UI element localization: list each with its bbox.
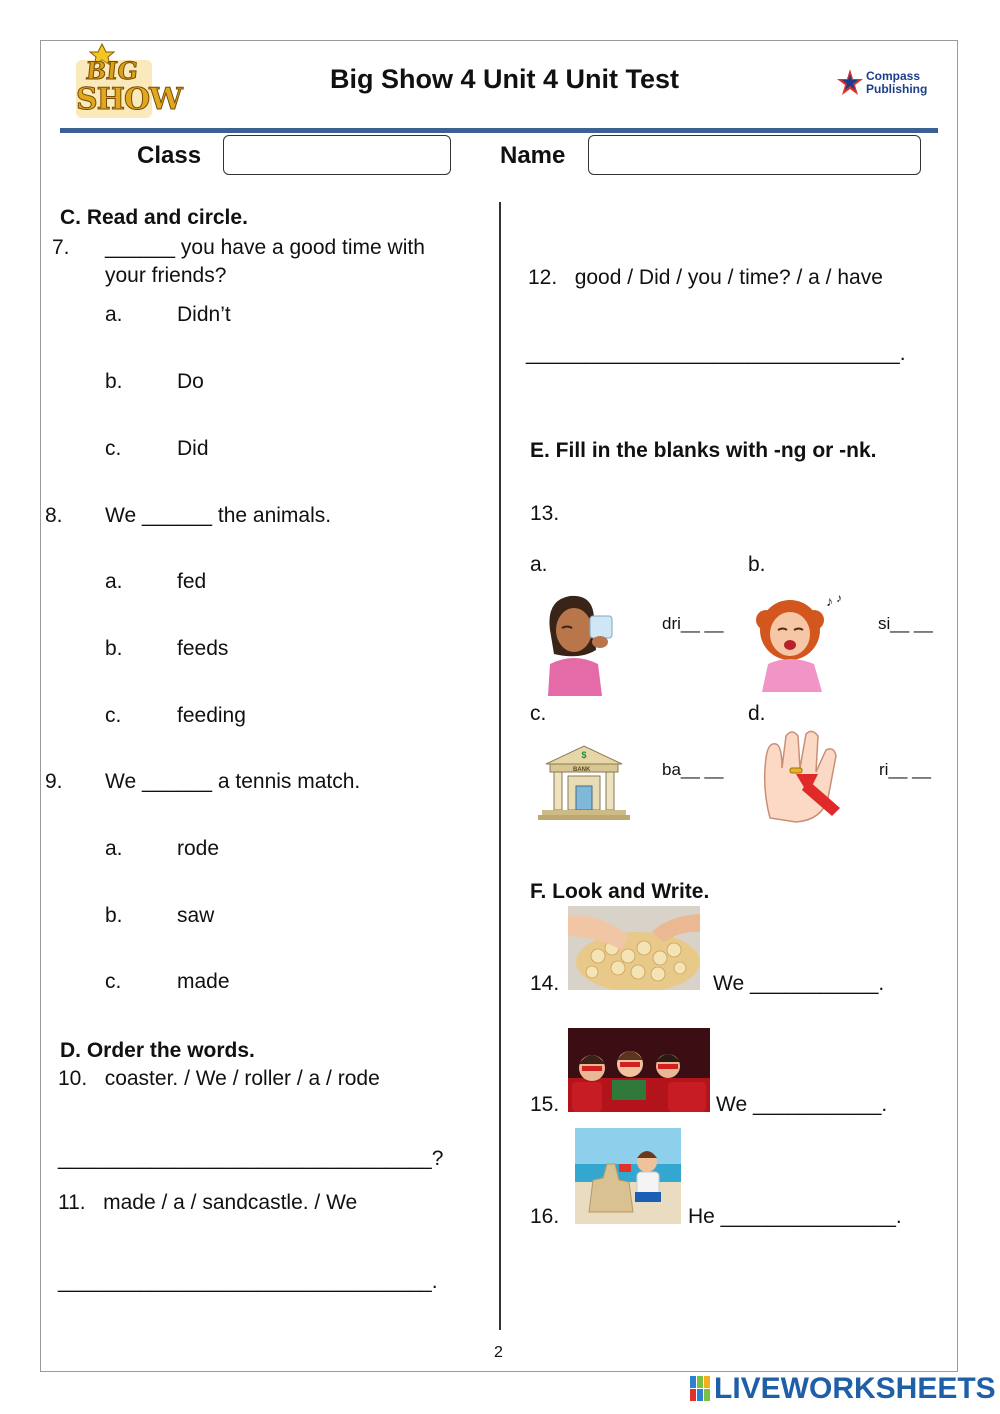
option-letter: a. [105,570,123,593]
liveworksheets-logo [690,1372,996,1408]
question-number: 9. [45,770,63,793]
question-number: 16. [530,1205,560,1228]
section-d-heading: D. Order the words. [60,1039,255,1062]
option-choice[interactable]: fed [177,570,207,593]
option-letter: b. [105,637,123,660]
publisher-line-1: Compass [866,69,921,83]
girl-singing-icon [752,590,850,692]
big-show-logo [72,42,182,122]
option-choice[interactable]: Did [177,437,209,460]
cinema-photo [568,1028,710,1112]
option-choice[interactable]: made [177,970,230,993]
liveworksheets-icon [690,1376,712,1402]
option-choice[interactable]: saw [177,904,215,927]
hand-ring-icon [756,728,844,824]
option-letter: c. [105,970,122,993]
option-letter: a. [105,303,123,326]
name-input[interactable] [588,135,921,175]
svg-text:♪: ♪ [836,591,842,605]
option-choice[interactable]: feeds [177,637,229,660]
bank-sign: BANK [573,767,591,773]
option-choice[interactable]: feeding [177,704,246,727]
write-sentence[interactable]: He _______________. [688,1205,902,1228]
publisher-line-2: Publishing [866,82,928,96]
popcorn-photo [568,906,700,990]
option-letter: c. [105,437,122,460]
answer-line[interactable]: ________________________________. [58,1270,438,1293]
item-letter: d. [748,702,766,725]
word-blank[interactable]: dri__ __ [662,614,724,633]
page-title: Big Show 4 Unit 4 Unit Test [330,64,680,94]
answer-line[interactable]: ________________________________. [526,342,906,365]
compass-star-icon [836,68,864,96]
svg-text:$: $ [581,750,587,760]
svg-text:♪: ♪ [826,593,833,609]
word-blank[interactable]: si__ __ [878,614,933,633]
order-prompt: 12. good / Did / you / time? / a / have [528,266,883,289]
logo-word-big: BIG [84,56,140,85]
option-letter: b. [105,370,123,393]
item-letter: a. [530,553,548,576]
section-f-heading: F. Look and Write. [530,880,710,903]
word-blank[interactable]: ba__ __ [662,760,724,779]
option-letter: b. [105,904,123,927]
question-number: 13. [530,502,560,525]
write-sentence[interactable]: We ___________. [716,1093,888,1116]
header-rule [60,128,938,133]
class-input[interactable] [223,135,451,175]
option-letter: a. [105,837,123,860]
question-number: 15. [530,1093,560,1116]
option-choice[interactable]: rode [177,837,220,860]
option-choice[interactable]: Didn’t [177,303,231,326]
order-prompt: 10. coaster. / We / roller / a / rode [58,1067,380,1090]
question-text: We ______ a tennis match. [105,770,361,793]
write-sentence[interactable]: We ___________. [713,972,885,995]
class-label: Class [137,142,202,169]
question-number: 7. [52,236,70,259]
order-prompt: 11. made / a / sandcastle. / We [58,1191,358,1214]
logo-word-show: SHOW [76,82,182,117]
bank-icon [538,742,630,820]
question-text-cont: your friends? [105,264,227,287]
girl-drinking-icon [540,590,620,696]
section-c-heading: C. Read and circle. [60,206,248,229]
word-blank[interactable]: ri__ __ [879,760,931,779]
watermark-text: LIVEWORKSHEETS [714,1372,996,1405]
item-letter: b. [748,553,766,576]
section-e-heading: E. Fill in the blanks with -ng or -nk. [530,439,877,462]
option-letter: c. [105,704,122,727]
page-number: 2 [494,1344,503,1361]
compass-publishing-logo [836,68,926,98]
sandcastle-photo [575,1128,681,1224]
name-label: Name [500,142,566,169]
answer-line[interactable]: ________________________________? [58,1147,444,1170]
question-number: 8. [45,504,63,527]
question-text: We ______ the animals. [105,504,332,527]
question-text: ______ you have a good time with [105,236,425,259]
question-number: 14. [530,972,560,995]
option-choice[interactable]: Do [177,370,204,393]
item-letter: c. [530,702,547,725]
column-divider [499,202,501,1330]
